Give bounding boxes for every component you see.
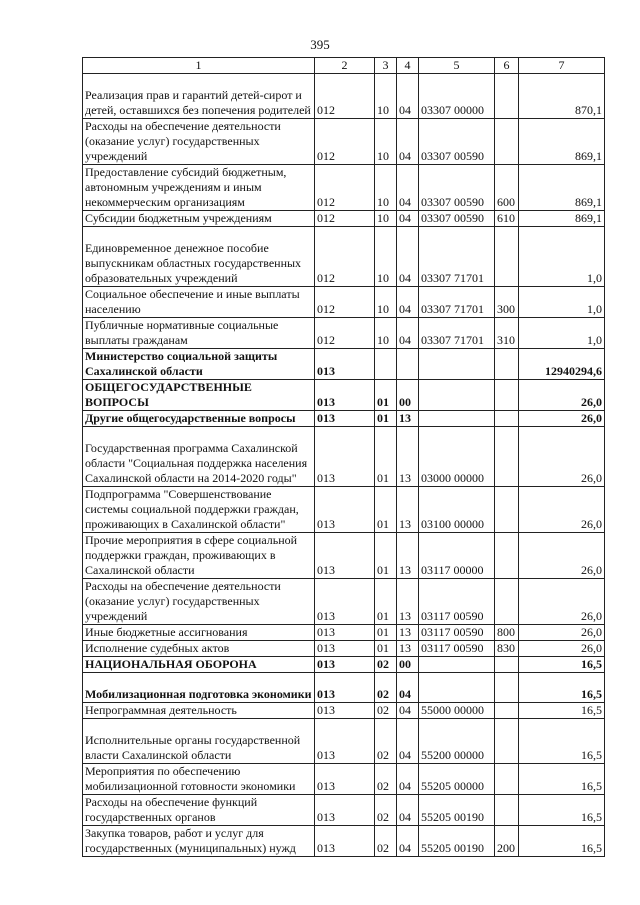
- grbs-cell: 013: [315, 719, 375, 764]
- section-cell: 02: [375, 764, 397, 795]
- section-cell: 02: [375, 703, 397, 719]
- section-cell: 10: [375, 119, 397, 165]
- table-row: [83, 625, 605, 641]
- header-col-4: 4: [397, 58, 419, 74]
- table-row: [83, 349, 605, 380]
- expense-type-cell: [495, 119, 519, 165]
- expense-type-cell: [495, 227, 519, 287]
- subsection-cell: 04: [397, 703, 419, 719]
- table-row: [83, 533, 605, 579]
- section-cell: 02: [375, 657, 397, 673]
- amount-cell: 16,5: [519, 795, 605, 826]
- expense-type-cell: [495, 74, 519, 119]
- header-row: [83, 58, 605, 74]
- row-name-cell: Закупка товаров, работ и услуг для государственных (муниципальных) нужд: [83, 826, 315, 857]
- row-name-cell: Единовременное денежное пособие выпускникам областных государственных образовательных учреждений: [83, 227, 315, 287]
- row-name-cell: Государственная программа Сахалинской области "Социальная поддержка населения Сахалинской области на 2014-2020 годы": [83, 427, 315, 487]
- target-article-cell: 55205 00000: [419, 764, 495, 795]
- row-name-cell: Мобилизационная подготовка экономики: [83, 673, 315, 703]
- expense-type-cell: [495, 703, 519, 719]
- subsection-cell: 00: [397, 380, 419, 411]
- expense-type-cell: [495, 380, 519, 411]
- section-cell: 02: [375, 795, 397, 826]
- amount-cell: 26,0: [519, 641, 605, 657]
- section-cell: 10: [375, 287, 397, 318]
- target-article-cell: 55000 00000: [419, 703, 495, 719]
- expense-type-cell: [495, 657, 519, 673]
- grbs-cell: 012: [315, 119, 375, 165]
- amount-cell: 869,1: [519, 119, 605, 165]
- target-article-cell: 03117 00590: [419, 641, 495, 657]
- subsection-cell: 04: [397, 165, 419, 211]
- amount-cell: 869,1: [519, 211, 605, 227]
- table-row: [83, 703, 605, 719]
- target-article-cell: 03117 00590: [419, 579, 495, 625]
- subsection-cell: 13: [397, 641, 419, 657]
- grbs-cell: 013: [315, 641, 375, 657]
- subsection-cell: 04: [397, 211, 419, 227]
- row-name-cell: Расходы на обеспечение функций государственных органов: [83, 795, 315, 826]
- subsection-cell: 04: [397, 795, 419, 826]
- subsection-cell: 13: [397, 533, 419, 579]
- table-row: [83, 673, 605, 703]
- row-name-cell: Субсидии бюджетным учреждениям: [83, 211, 315, 227]
- amount-cell: 26,0: [519, 427, 605, 487]
- row-name-cell: Реализация прав и гарантий детей-сирот и детей, оставшихся без попечения родителей: [83, 74, 315, 119]
- amount-cell: 1,0: [519, 287, 605, 318]
- amount-cell: 1,0: [519, 227, 605, 287]
- target-article-cell: 03307 71701: [419, 318, 495, 349]
- table-row: [83, 427, 605, 487]
- table-row: [83, 826, 605, 857]
- grbs-cell: 012: [315, 165, 375, 211]
- expense-type-cell: [495, 533, 519, 579]
- grbs-cell: 012: [315, 211, 375, 227]
- row-name-cell: ОБЩЕГОСУДАРСТВЕННЫЕ ВОПРОСЫ: [83, 380, 315, 411]
- subsection-cell: 13: [397, 487, 419, 533]
- grbs-cell: 013: [315, 487, 375, 533]
- subsection-cell: 04: [397, 826, 419, 857]
- grbs-cell: 013: [315, 411, 375, 427]
- row-name-cell: Предоставление субсидий бюджетным, автономным учреждениям и иным некоммерческим организациям: [83, 165, 315, 211]
- subsection-cell: 04: [397, 119, 419, 165]
- target-article-cell: 03307 00590: [419, 165, 495, 211]
- section-cell: 01: [375, 427, 397, 487]
- subsection-cell: 13: [397, 579, 419, 625]
- grbs-cell: 013: [315, 625, 375, 641]
- row-name-cell: Расходы на обеспечение деятельности (оказание услуг) государственных учреждений: [83, 119, 315, 165]
- grbs-cell: 012: [315, 227, 375, 287]
- section-cell: [375, 349, 397, 380]
- header-col-1: 1: [83, 58, 315, 74]
- row-name-cell: НАЦИОНАЛЬНАЯ ОБОРОНА: [83, 657, 315, 673]
- amount-cell: 16,5: [519, 703, 605, 719]
- section-cell: 10: [375, 211, 397, 227]
- table-body: [83, 74, 605, 857]
- table-row: [83, 487, 605, 533]
- grbs-cell: 013: [315, 657, 375, 673]
- target-article-cell: 55200 00000: [419, 719, 495, 764]
- section-cell: 01: [375, 641, 397, 657]
- target-article-cell: 03000 00000: [419, 427, 495, 487]
- amount-cell: 16,5: [519, 826, 605, 857]
- subsection-cell: 04: [397, 74, 419, 119]
- section-cell: 10: [375, 165, 397, 211]
- row-name-cell: Прочие мероприятия в сфере социальной поддержки граждан, проживающих в Сахалинской области: [83, 533, 315, 579]
- expense-type-cell: 300: [495, 287, 519, 318]
- section-cell: 01: [375, 579, 397, 625]
- row-name-cell: Социальное обеспечение и иные выплаты населению: [83, 287, 315, 318]
- section-cell: 02: [375, 673, 397, 703]
- table-row: [83, 287, 605, 318]
- table-row: [83, 657, 605, 673]
- target-article-cell: [419, 380, 495, 411]
- table-row: [83, 380, 605, 411]
- subsection-cell: [397, 349, 419, 380]
- table-row: [83, 74, 605, 119]
- table-row: [83, 318, 605, 349]
- grbs-cell: 013: [315, 795, 375, 826]
- expense-type-cell: 200: [495, 826, 519, 857]
- subsection-cell: 13: [397, 411, 419, 427]
- expense-type-cell: [495, 579, 519, 625]
- target-article-cell: 55205 00190: [419, 826, 495, 857]
- expense-type-cell: [495, 764, 519, 795]
- row-name-cell: Подпрограмма "Совершенствование системы социальной поддержки граждан, проживающих в Сахалинской области": [83, 487, 315, 533]
- header-col-5: 5: [419, 58, 495, 74]
- target-article-cell: 03307 00000: [419, 74, 495, 119]
- target-article-cell: [419, 657, 495, 673]
- section-cell: 01: [375, 533, 397, 579]
- grbs-cell: 013: [315, 349, 375, 380]
- expense-type-cell: 310: [495, 318, 519, 349]
- expense-type-cell: [495, 719, 519, 764]
- table-row: [83, 227, 605, 287]
- subsection-cell: 04: [397, 673, 419, 703]
- target-article-cell: 03307 71701: [419, 287, 495, 318]
- section-cell: 02: [375, 826, 397, 857]
- row-name-cell: Исполнительные органы государственной власти Сахалинской области: [83, 719, 315, 764]
- subsection-cell: 13: [397, 625, 419, 641]
- table-row: [83, 411, 605, 427]
- header-col-7: 7: [519, 58, 605, 74]
- grbs-cell: 013: [315, 579, 375, 625]
- expense-type-cell: 610: [495, 211, 519, 227]
- target-article-cell: [419, 411, 495, 427]
- target-article-cell: [419, 673, 495, 703]
- table-row: [83, 211, 605, 227]
- table-row: [83, 719, 605, 764]
- subsection-cell: 04: [397, 318, 419, 349]
- grbs-cell: 013: [315, 427, 375, 487]
- target-article-cell: 55205 00190: [419, 795, 495, 826]
- subsection-cell: 00: [397, 657, 419, 673]
- page-number: 395: [310, 37, 330, 52]
- expense-type-cell: 830: [495, 641, 519, 657]
- section-cell: 01: [375, 380, 397, 411]
- expense-type-cell: [495, 673, 519, 703]
- amount-cell: 16,5: [519, 657, 605, 673]
- table-row: [83, 764, 605, 795]
- section-cell: 01: [375, 625, 397, 641]
- grbs-cell: 012: [315, 287, 375, 318]
- expense-type-cell: [495, 411, 519, 427]
- row-name-cell: Мероприятия по обеспечению мобилизационной готовности экономики: [83, 764, 315, 795]
- grbs-cell: 013: [315, 826, 375, 857]
- expense-type-cell: [495, 487, 519, 533]
- target-article-cell: 03117 00000: [419, 533, 495, 579]
- section-cell: 01: [375, 411, 397, 427]
- amount-cell: 869,1: [519, 165, 605, 211]
- row-name-cell: Иные бюджетные ассигнования: [83, 625, 315, 641]
- header-col-3: 3: [375, 58, 397, 74]
- target-article-cell: [419, 349, 495, 380]
- expense-type-cell: [495, 349, 519, 380]
- amount-cell: 26,0: [519, 579, 605, 625]
- grbs-cell: 012: [315, 74, 375, 119]
- row-name-cell: Публичные нормативные социальные выплаты гражданам: [83, 318, 315, 349]
- table-row: [83, 119, 605, 165]
- amount-cell: 16,5: [519, 673, 605, 703]
- amount-cell: 26,0: [519, 411, 605, 427]
- subsection-cell: 04: [397, 227, 419, 287]
- section-cell: 10: [375, 74, 397, 119]
- section-cell: 10: [375, 318, 397, 349]
- expense-type-cell: 800: [495, 625, 519, 641]
- table-row: [83, 641, 605, 657]
- expense-type-cell: [495, 427, 519, 487]
- subsection-cell: 04: [397, 287, 419, 318]
- amount-cell: 16,5: [519, 719, 605, 764]
- section-cell: 10: [375, 227, 397, 287]
- amount-cell: 1,0: [519, 318, 605, 349]
- amount-cell: 870,1: [519, 74, 605, 119]
- target-article-cell: 03100 00000: [419, 487, 495, 533]
- row-name-cell: Расходы на обеспечение деятельности (оказание услуг) государственных учреждений: [83, 579, 315, 625]
- header-col-6: 6: [495, 58, 519, 74]
- budget-table: [82, 57, 605, 857]
- table-row: [83, 165, 605, 211]
- target-article-cell: 03117 00590: [419, 625, 495, 641]
- amount-cell: 26,0: [519, 533, 605, 579]
- table-row: [83, 795, 605, 826]
- expense-type-cell: 600: [495, 165, 519, 211]
- section-cell: 01: [375, 487, 397, 533]
- row-name-cell: Министерство социальной защиты Сахалинской области: [83, 349, 315, 380]
- grbs-cell: 013: [315, 533, 375, 579]
- amount-cell: 16,5: [519, 764, 605, 795]
- row-name-cell: Непрограммная деятельность: [83, 703, 315, 719]
- grbs-cell: 013: [315, 703, 375, 719]
- target-article-cell: 03307 00590: [419, 211, 495, 227]
- amount-cell: 26,0: [519, 487, 605, 533]
- amount-cell: 26,0: [519, 380, 605, 411]
- header-col-2: 2: [315, 58, 375, 74]
- grbs-cell: 013: [315, 673, 375, 703]
- table-row: [83, 579, 605, 625]
- section-cell: 02: [375, 719, 397, 764]
- target-article-cell: 03307 00590: [419, 119, 495, 165]
- row-name-cell: Другие общегосударственные вопросы: [83, 411, 315, 427]
- target-article-cell: 03307 71701: [419, 227, 495, 287]
- grbs-cell: 013: [315, 764, 375, 795]
- subsection-cell: 04: [397, 764, 419, 795]
- grbs-cell: 012: [315, 318, 375, 349]
- amount-cell: 26,0: [519, 625, 605, 641]
- amount-cell: 12940294,6: [519, 349, 605, 380]
- subsection-cell: 13: [397, 427, 419, 487]
- subsection-cell: 04: [397, 719, 419, 764]
- row-name-cell: Исполнение судебных актов: [83, 641, 315, 657]
- expense-type-cell: [495, 795, 519, 826]
- grbs-cell: 013: [315, 380, 375, 411]
